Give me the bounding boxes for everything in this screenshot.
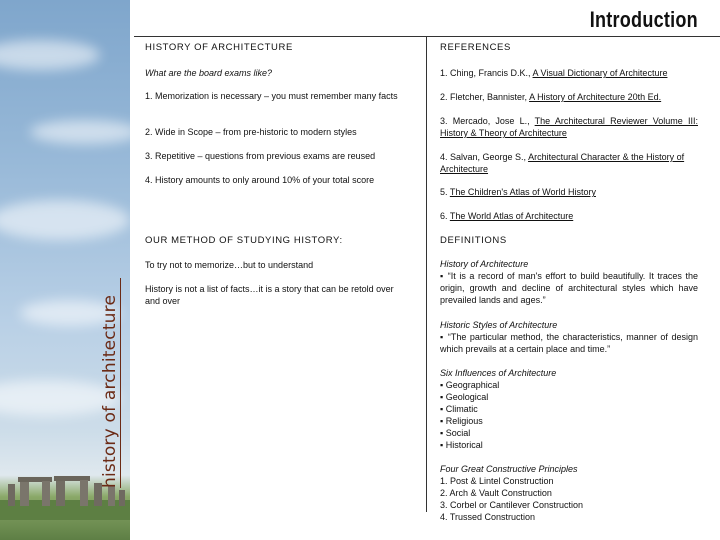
reference-item [440,186,698,198]
principle-item: 1. Post & Lintel Construction [440,476,554,486]
definition-styles-text: ▪ “The particular method, the characteristics, manner of design which prevails at a certain place and time.” [440,332,698,354]
reference-item [440,91,698,103]
principle-item: 3. Corbel or Cantilever Construction [440,500,584,510]
history-point-1: 1. Memorization is necessary – you must remember many facts [145,91,398,101]
principle-item: 2. Arch & Vault Construction [440,488,552,498]
history-point-3: 3. Repetitive – questions from previous exams are reused [145,151,376,161]
method-heading: OUR METHOD OF STUDYING HISTORY: [145,235,343,246]
history-point-4: 4. History amounts to only around 10% of your total score [145,175,375,185]
method-line-1: To try not to memorize…but to understand [145,260,314,270]
definition-history-label: History of Architecture [440,259,529,269]
influence-item: ▪ Social [440,428,471,438]
reference-title: A Visual Dictionary of Architecture [532,68,668,78]
reference-prefix: 3. Mercado, Jose L., [440,116,535,126]
reference-item [440,67,698,79]
reference-prefix: 4. Salvan, George S., [440,152,529,162]
title-divider [134,36,720,37]
history-heading: HISTORY OF ARCHITECTURE [145,42,293,53]
reference-title: The Children's Atlas of World History [449,187,596,197]
references-heading: REFERENCES [440,42,511,53]
reference-title: Architectural Character & the History of Architecture [440,152,685,174]
reference-prefix: 6. [440,211,450,221]
sidebar-title: history of architecture [100,294,120,488]
influence-item: ▪ Religious [440,416,483,426]
definition-styles-label: Historic Styles of Architecture [440,320,558,330]
influence-item: ▪ Historical [440,440,483,450]
influence-item: ▪ Geological [440,392,489,402]
principle-item: 4. Trussed Construction [440,512,536,522]
history-question: What are the board exams like? [145,68,273,78]
reference-title: The World Atlas of Architecture [449,211,574,221]
reference-prefix: 1. Ching, Francis D.K., [440,68,533,78]
definitions-heading: DEFINITIONS [440,235,507,246]
history-point-2: 2. Wide in Scope – from pre-historic to modern styles [145,127,357,137]
sidebar-title-underline [120,278,121,488]
reference-item [440,115,698,139]
influence-item: ▪ Climatic [440,404,478,414]
reference-prefix: 2. Fletcher, Bannister, [440,92,530,102]
reference-title: A History of Architecture 20th Ed. [529,92,662,102]
influences-label: Six Influences of Architecture [440,368,557,378]
definition-history-text: ▪ “It is a record of man's effort to build beautifully. It traces the origin, growth and decline of architectural styles which have prevailed lands and ages.” [440,271,698,305]
principles-label: Four Great Constructive Principles [440,464,578,474]
page-title: Introduction [589,7,698,32]
influence-item: ▪ Geographical [440,380,500,390]
reference-title: The Architectural Reviewer Volume III: History & Theory of Architecture [440,116,698,138]
reference-prefix: 5. [440,187,450,197]
column-divider [426,36,427,512]
method-line-2: History is not a list of facts…it is a story that can be retold over and over [145,284,394,306]
reference-item [440,210,698,222]
reference-item [440,151,698,175]
